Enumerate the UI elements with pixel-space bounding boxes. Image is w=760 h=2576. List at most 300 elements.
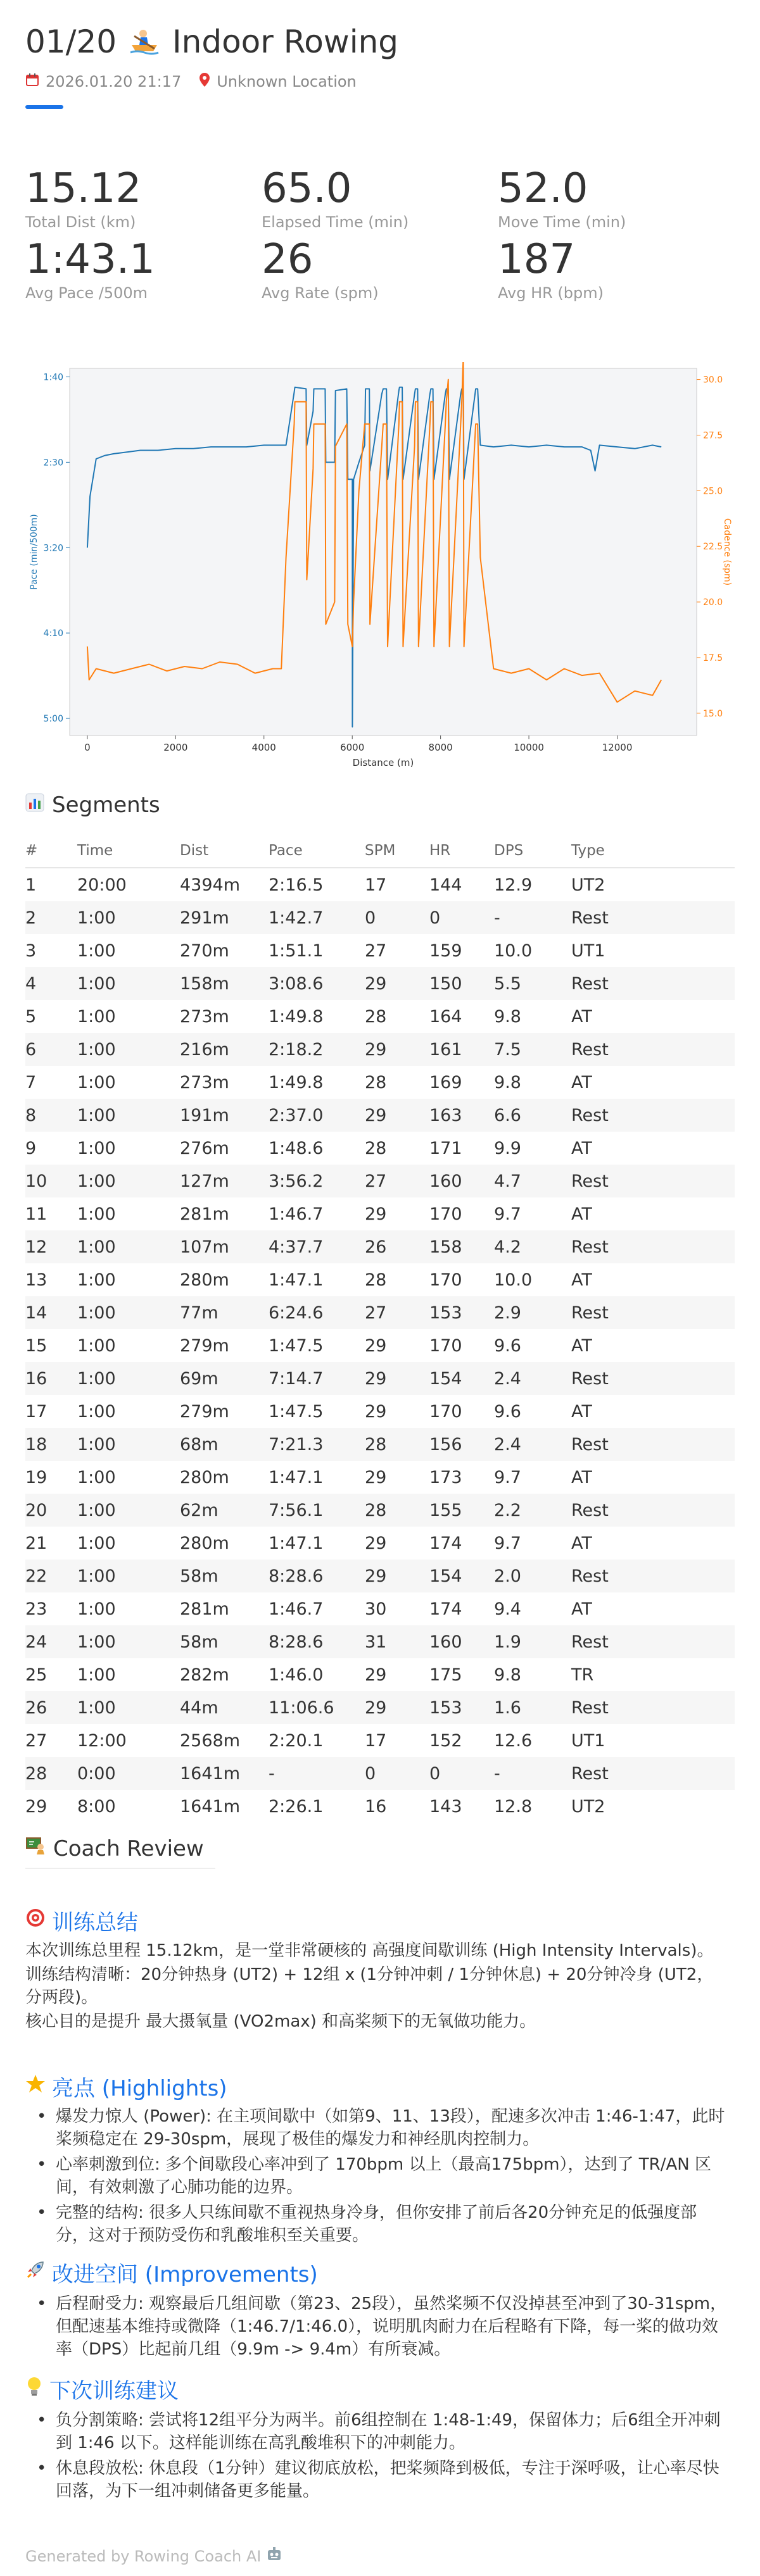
x-tick-label: 2000 xyxy=(163,742,188,753)
bullet: • xyxy=(37,2107,47,2126)
table-cell: 58m xyxy=(179,1560,268,1592)
rowing-boat-icon xyxy=(129,22,160,67)
stat-value: 26 xyxy=(262,236,314,283)
improvement-text: 后程耐受力: 观察最后几组间歇（第23、25段），虽然桨频不仅没掉甚至冲到了30-31spm，但配速基本维持或微降（1:46.7/1:46.0），说明肌肉耐力在后程略有下降，每一桨的做功效率（DPS）比起前几组（9.9m -> 9.4m）有所衰减。 xyxy=(56,2294,727,2359)
table-cell: 1:00 xyxy=(77,1296,179,1329)
table-cell: 16 xyxy=(365,1796,387,1816)
table-cell: 1641m xyxy=(180,1796,241,1816)
stat-value: 65.0 xyxy=(262,165,352,212)
table-row xyxy=(25,1560,735,1592)
y-left-tick-label: 3:20 xyxy=(43,543,63,554)
y-right-tick-label: 25.0 xyxy=(703,486,723,497)
table-cell: 58m xyxy=(179,1625,268,1658)
table-cell: 29 xyxy=(364,967,429,1000)
table-cell: 27 xyxy=(364,1296,429,1329)
table-cell: 170 xyxy=(429,1335,462,1356)
table-cell: 1:00 xyxy=(77,1401,116,1422)
table-cell: 153 xyxy=(429,1296,493,1329)
table-cell: 1:00 xyxy=(77,1033,179,1066)
table-cell: 28 xyxy=(365,1006,387,1027)
table-row xyxy=(25,1165,735,1197)
target-icon xyxy=(25,1908,46,1934)
x-tick-label: 10000 xyxy=(514,742,544,753)
table-cell: Rest xyxy=(571,1033,735,1066)
next-training-title: 下次训练建议 xyxy=(49,2379,179,2404)
table-row xyxy=(25,1099,735,1132)
table-cell: 3 xyxy=(25,941,37,961)
table-cell: 16 xyxy=(25,1362,77,1395)
table-cell: 9.8 xyxy=(494,1665,521,1685)
table-row xyxy=(25,1197,735,1230)
rocket-icon xyxy=(25,2260,46,2285)
table-cell: 1:00 xyxy=(77,1138,116,1158)
table-cell: 29 xyxy=(365,1401,387,1422)
table-cell: Rest xyxy=(571,1691,735,1724)
header xyxy=(25,19,735,109)
table-cell: 77m xyxy=(179,1296,268,1329)
table-cell: 12:00 xyxy=(77,1730,127,1751)
highlight-text: 爆发力惊人 (Power): 在主项间歇中（如第9、11、13段），配速多次冲击 1:46-1:47，此时桨频稳定在 29-30spm，展现了极佳的爆发力和神经肌肉控制力。 xyxy=(56,2107,725,2149)
table-cell: 1:00 xyxy=(77,1428,179,1461)
table-cell: 2.0 xyxy=(493,1560,571,1592)
location-pin-icon xyxy=(199,72,210,91)
table-cell: 171 xyxy=(429,1138,462,1158)
table-cell: 9.8 xyxy=(494,1006,521,1027)
stat-label: Avg Rate (spm) xyxy=(262,284,379,302)
table-cell: 1:47.1 xyxy=(269,1467,324,1487)
segments-title: Segments xyxy=(52,792,160,818)
table-row xyxy=(25,1494,735,1527)
table-cell: 1:00 xyxy=(77,1494,179,1527)
summary-line: 本次训练总里程 15.12km，是一堂非常硬核的 高强度间歇训练 (High Intensity Intervals)。 xyxy=(25,1941,714,1960)
table-cell: 28 xyxy=(364,1428,429,1461)
star-icon xyxy=(25,2073,46,2099)
stat-avg-hr xyxy=(498,237,734,304)
y-right-axis-label: Cadence (spm) xyxy=(722,518,732,586)
table-cell: 160 xyxy=(429,1625,493,1658)
table-cell: Rest xyxy=(571,1494,735,1527)
table-cell: 1:00 xyxy=(77,901,179,934)
table-cell: 127m xyxy=(179,1165,268,1197)
table-cell: 29 xyxy=(365,1335,387,1356)
table-cell: 2568m xyxy=(180,1730,241,1751)
table-cell: 1:42.7 xyxy=(268,901,364,934)
table-cell: 174 xyxy=(429,1599,462,1619)
table-cell: 1:49.8 xyxy=(269,1072,324,1092)
table-row xyxy=(25,1296,735,1329)
table-cell: 6.6 xyxy=(493,1099,571,1132)
table-cell: 1:00 xyxy=(77,1230,179,1263)
table-cell: - xyxy=(268,1757,364,1790)
table-cell: 291m xyxy=(179,901,268,934)
table-row xyxy=(25,1066,735,1099)
stat-label: Avg Pace /500m xyxy=(25,284,148,302)
x-tick-label: 12000 xyxy=(602,742,633,753)
table-row xyxy=(25,934,735,967)
table-row xyxy=(25,1033,735,1066)
table-cell: 29 xyxy=(364,1691,429,1724)
table-cell: 9.8 xyxy=(494,1072,521,1092)
table-cell: 1:00 xyxy=(77,1006,116,1027)
table-cell: AT xyxy=(571,1006,592,1027)
table-cell: 44m xyxy=(179,1691,268,1724)
table-row xyxy=(25,1658,735,1691)
table-cell: UT2 xyxy=(571,1796,605,1816)
table-cell: 4.7 xyxy=(493,1165,571,1197)
table-cell: 25 xyxy=(25,1665,48,1685)
table-cell: 1:00 xyxy=(77,1625,179,1658)
table-cell: AT xyxy=(571,1467,592,1487)
table-cell: UT1 xyxy=(571,941,605,961)
table-cell: 12.9 xyxy=(494,875,533,895)
stat-value: 187 xyxy=(498,236,576,283)
y-left-tick-label: 4:10 xyxy=(43,628,63,639)
table-cell: 5 xyxy=(25,1006,37,1027)
table-cell: 2:37.0 xyxy=(268,1099,364,1132)
table-cell: 0 xyxy=(429,901,493,934)
table-row xyxy=(25,901,735,934)
table-cell: 273m xyxy=(180,1072,229,1092)
table-cell: 8:28.6 xyxy=(268,1560,364,1592)
table-row xyxy=(25,1362,735,1395)
table-cell: 2:18.2 xyxy=(268,1033,364,1066)
lightbulb-icon xyxy=(25,2376,43,2402)
y-right-tick-label: 27.5 xyxy=(703,430,723,441)
table-cell: 1:46.0 xyxy=(269,1665,324,1685)
chart-svg xyxy=(25,362,735,773)
col-header: DPS xyxy=(493,834,571,868)
table-cell: 68m xyxy=(179,1428,268,1461)
stat-value: 1:43.1 xyxy=(25,236,155,283)
table-cell: 270m xyxy=(180,941,229,961)
table-cell: 9.4 xyxy=(494,1599,521,1619)
table-cell: 10 xyxy=(25,1165,77,1197)
table-cell: 2:16.5 xyxy=(269,875,324,895)
y-right-tick-label: 15.0 xyxy=(703,708,723,719)
table-cell: 143 xyxy=(429,1796,462,1816)
table-cell: 29 xyxy=(365,1204,387,1224)
table-cell: 154 xyxy=(429,1560,493,1592)
table-cell: 17 xyxy=(365,875,387,895)
table-cell: 161 xyxy=(429,1033,493,1066)
table-cell: 280m xyxy=(180,1533,229,1553)
table-cell: 2:20.1 xyxy=(269,1730,324,1751)
x-tick-label: 6000 xyxy=(340,742,365,753)
table-cell: Rest xyxy=(571,1099,735,1132)
table-cell: 1:48.6 xyxy=(269,1138,324,1158)
table-cell: 216m xyxy=(179,1033,268,1066)
table-cell: 62m xyxy=(179,1494,268,1527)
table-cell: AT xyxy=(571,1533,592,1553)
table-cell: 28 xyxy=(364,1494,429,1527)
y-right-tick-label: 30.0 xyxy=(703,375,723,385)
table-cell: 28 xyxy=(365,1138,387,1158)
table-cell: 281m xyxy=(180,1204,229,1224)
table-cell: 169 xyxy=(429,1072,462,1092)
y-left-axis-label: Pace (min/500m) xyxy=(29,514,39,590)
table-cell: 7:21.3 xyxy=(268,1428,364,1461)
coach-review-heading xyxy=(25,1835,204,1861)
table-cell: 13 xyxy=(25,1270,48,1290)
table-cell: 279m xyxy=(180,1335,229,1356)
table-row xyxy=(25,967,735,1000)
segments-body xyxy=(25,868,735,1823)
table-cell: 144 xyxy=(429,875,462,895)
segments-header-row xyxy=(25,834,735,868)
table-cell: 1:47.5 xyxy=(269,1401,324,1422)
suggestion-text: 休息段放松: 休息段（1分钟）建议彻底放松，把桨频降到极低，专注于深呼吸，让心率尽快回落，为下一组冲刺储备更多能量。 xyxy=(56,2459,719,2501)
table-cell: 27 xyxy=(365,941,387,961)
table-cell: 175 xyxy=(429,1665,462,1685)
stat-elapsed-time xyxy=(262,166,498,233)
coach-review-title: Coach Review xyxy=(53,1835,204,1861)
table-cell: 0 xyxy=(429,1757,493,1790)
x-tick-label: 8000 xyxy=(428,742,453,753)
table-cell: Rest xyxy=(571,1757,735,1790)
table-cell: 26 xyxy=(364,1230,429,1263)
table-cell: 29 xyxy=(365,1665,387,1685)
table-cell: 160 xyxy=(429,1165,493,1197)
workout-datetime: 2026.01.20 21:17 xyxy=(46,72,182,91)
table-cell: 9.9 xyxy=(494,1138,521,1158)
table-cell: 1:00 xyxy=(77,1362,179,1395)
y-right-tick-label: 22.5 xyxy=(703,542,723,553)
table-cell: 20:00 xyxy=(77,875,127,895)
highlights-heading xyxy=(25,2071,227,2102)
page-title xyxy=(25,19,735,67)
table-cell: 12 xyxy=(25,1230,77,1263)
stat-move-time xyxy=(498,166,734,233)
pace-cadence-chart xyxy=(25,362,735,773)
table-cell: 10.0 xyxy=(494,1270,533,1290)
improvement-item xyxy=(25,2292,728,2361)
table-cell: 280m xyxy=(180,1467,229,1487)
table-cell: 1:46.7 xyxy=(269,1599,324,1619)
table-cell: - xyxy=(493,901,571,934)
table-row xyxy=(25,1329,735,1362)
highlights-title: 亮点 (Highlights) xyxy=(52,2076,227,2101)
highlight-text: 心率刺激到位: 多个间歇段心率冲到了 170bpm 以上（最高175bpm），达到了 TR/AN 区间，有效刺激了心肺功能的边界。 xyxy=(56,2155,711,2197)
table-row xyxy=(25,1000,735,1033)
table-cell: 9.6 xyxy=(494,1335,521,1356)
suggestion-item xyxy=(25,2409,728,2454)
summary-heading xyxy=(25,1905,138,1936)
table-cell: 29 xyxy=(364,1362,429,1395)
summary-title: 训练总结 xyxy=(52,1910,138,1935)
table-cell: 24 xyxy=(25,1625,77,1658)
table-cell: 26 xyxy=(25,1691,77,1724)
table-cell: 21 xyxy=(25,1533,48,1553)
highlight-item xyxy=(25,2201,728,2247)
table-cell: 17 xyxy=(365,1730,387,1751)
table-row xyxy=(25,1724,735,1757)
table-cell: 29 xyxy=(365,1533,387,1553)
table-cell: 19 xyxy=(25,1467,48,1487)
table-cell: 1641m xyxy=(179,1757,268,1790)
table-cell: 1:00 xyxy=(77,1099,179,1132)
improvements-heading xyxy=(25,2257,318,2288)
table-cell: 173 xyxy=(429,1467,462,1487)
table-cell: AT xyxy=(571,1401,592,1422)
summary-line: 核心目的是提升 最大摄氧量 (VO2max) 和高桨频下的无氧做功能力。 xyxy=(25,2012,536,2031)
workout-meta xyxy=(25,72,735,91)
footer-text: Generated by Rowing Coach AI xyxy=(25,2548,262,2565)
y-left-tick-label: 1:40 xyxy=(43,372,63,383)
table-cell: Rest xyxy=(571,1296,735,1329)
table-cell: 9 xyxy=(25,1138,37,1158)
table-cell: 281m xyxy=(180,1599,229,1619)
table-cell: 9.6 xyxy=(494,1401,521,1422)
table-cell: 2.4 xyxy=(493,1428,571,1461)
table-cell: 1:47.1 xyxy=(269,1270,324,1290)
table-cell: 156 xyxy=(429,1428,493,1461)
table-cell: 159 xyxy=(429,941,462,961)
table-cell: 191m xyxy=(179,1099,268,1132)
stat-avg-rate xyxy=(262,237,498,304)
table-cell: 1.9 xyxy=(493,1625,571,1658)
table-row xyxy=(25,868,735,901)
table-cell: 158 xyxy=(429,1230,493,1263)
table-cell: 152 xyxy=(429,1730,462,1751)
table-cell: 1:00 xyxy=(77,1165,179,1197)
table-cell: 7:14.7 xyxy=(268,1362,364,1395)
stat-value: 15.12 xyxy=(25,165,142,212)
table-cell: 150 xyxy=(429,967,493,1000)
table-cell: 1:51.1 xyxy=(269,941,324,961)
table-cell: 69m xyxy=(179,1362,268,1395)
table-cell: Rest xyxy=(571,1625,735,1658)
col-header: Type xyxy=(571,834,735,868)
table-cell: 27 xyxy=(364,1165,429,1197)
highlight-item xyxy=(25,2153,728,2199)
highlight-item xyxy=(25,2105,728,2151)
table-cell: 107m xyxy=(179,1230,268,1263)
x-tick-label: 0 xyxy=(84,742,91,753)
bullet: • xyxy=(37,2459,47,2478)
col-header: Time xyxy=(77,834,179,868)
table-cell: 1:49.8 xyxy=(269,1006,324,1027)
table-cell: 8:28.6 xyxy=(268,1625,364,1658)
summary-line: 训练结构清晰：20分钟热身 (UT2) + 12组 x (1分钟冲刺 / 1分钟休息) + 20分钟冷身 (UT2，分两段)。 xyxy=(25,1965,714,2007)
heading-underline xyxy=(25,1868,215,1869)
col-header: Dist xyxy=(179,834,268,868)
table-cell: AT xyxy=(571,1204,592,1224)
table-cell: 20 xyxy=(25,1494,77,1527)
table-cell: 1:00 xyxy=(77,1599,116,1619)
table-row xyxy=(25,1428,735,1461)
suggestion-text: 负分割策略: 尝试将12组平分为两半。前6组控制在 1:48-1:49，保留体力；后6组全开冲刺到 1:46 以下。这样能训练在高乳酸堆积下的冲刺能力。 xyxy=(56,2411,721,2453)
table-row xyxy=(25,1395,735,1428)
footer xyxy=(25,2547,282,2566)
table-cell: 155 xyxy=(429,1494,493,1527)
y-left-tick-label: 5:00 xyxy=(43,714,63,725)
table-cell: 3:08.6 xyxy=(268,967,364,1000)
col-header: HR xyxy=(429,834,493,868)
table-cell: 6 xyxy=(25,1033,77,1066)
col-header: # xyxy=(25,834,77,868)
table-cell: 7.5 xyxy=(493,1033,571,1066)
coach-icon xyxy=(25,1835,46,1861)
table-cell: 170 xyxy=(429,1204,462,1224)
table-cell: 1:46.7 xyxy=(269,1204,324,1224)
table-cell: AT xyxy=(571,1138,592,1158)
table-cell: 1:00 xyxy=(77,1691,179,1724)
table-cell: 276m xyxy=(180,1138,229,1158)
table-cell: 0 xyxy=(364,901,429,934)
table-cell: UT2 xyxy=(571,875,605,895)
table-row xyxy=(25,1527,735,1560)
title-accent-bar xyxy=(25,105,63,109)
table-row xyxy=(25,1132,735,1165)
table-cell: 29 xyxy=(364,1560,429,1592)
col-header: Pace xyxy=(268,834,364,868)
table-cell: 1:00 xyxy=(77,967,179,1000)
table-cell: 4394m xyxy=(180,875,241,895)
table-cell: 17 xyxy=(25,1401,48,1422)
table-cell: 9.7 xyxy=(494,1204,521,1224)
stat-label: Avg HR (bpm) xyxy=(498,284,604,302)
table-cell: 1:00 xyxy=(77,1665,116,1685)
x-axis-label: Distance (m) xyxy=(352,757,414,768)
table-cell: Rest xyxy=(571,1560,735,1592)
table-cell: Rest xyxy=(571,967,735,1000)
table-cell: 7:56.1 xyxy=(268,1494,364,1527)
table-cell: Rest xyxy=(571,1165,735,1197)
table-cell: 1:00 xyxy=(77,941,116,961)
table-cell: 164 xyxy=(429,1006,462,1027)
table-cell: 29 xyxy=(364,1033,429,1066)
table-cell: TR xyxy=(571,1665,594,1685)
table-cell: 170 xyxy=(429,1401,462,1422)
segments-table xyxy=(25,834,735,1823)
table-cell: 4 xyxy=(25,967,77,1000)
table-cell: 163 xyxy=(429,1099,493,1132)
table-cell: 6:24.6 xyxy=(268,1296,364,1329)
x-tick-label: 4000 xyxy=(251,742,276,753)
table-cell: 1:00 xyxy=(77,1072,116,1092)
table-cell: 12.6 xyxy=(494,1730,533,1751)
table-cell: 28 xyxy=(25,1757,77,1790)
table-cell: 5.5 xyxy=(493,967,571,1000)
table-cell: 2.4 xyxy=(493,1362,571,1395)
table-cell: 27 xyxy=(25,1730,48,1751)
table-cell: 30 xyxy=(365,1599,387,1619)
table-cell: Rest xyxy=(571,1428,735,1461)
table-cell: Rest xyxy=(571,1230,735,1263)
table-cell: 9.7 xyxy=(494,1533,521,1553)
table-cell: UT1 xyxy=(571,1730,605,1751)
table-row xyxy=(25,1592,735,1625)
table-cell: 280m xyxy=(180,1270,229,1290)
table-cell: 1:00 xyxy=(77,1335,116,1356)
stat-label: Move Time (min) xyxy=(498,213,626,231)
table-cell: 11 xyxy=(25,1204,48,1224)
stat-label: Total Dist (km) xyxy=(25,213,136,231)
table-cell: 28 xyxy=(365,1270,387,1290)
table-cell: 1:00 xyxy=(77,1560,179,1592)
table-row xyxy=(25,1263,735,1296)
table-cell: 9.7 xyxy=(494,1467,521,1487)
table-cell: Rest xyxy=(571,901,735,934)
highlight-text: 完整的结构: 很多人只练间歇不重视热身冷身，但你安排了前后各20分钟充足的低强度部分，这对于预防受伤和乳酸堆积至关重要。 xyxy=(56,2203,697,2245)
bullet: • xyxy=(37,2155,47,2174)
robot-icon xyxy=(266,2547,282,2566)
table-cell: - xyxy=(493,1757,571,1790)
y-right-tick-label: 20.0 xyxy=(703,597,723,608)
next-training-heading xyxy=(25,2373,179,2404)
table-cell: 273m xyxy=(180,1006,229,1027)
table-cell: 170 xyxy=(429,1270,462,1290)
